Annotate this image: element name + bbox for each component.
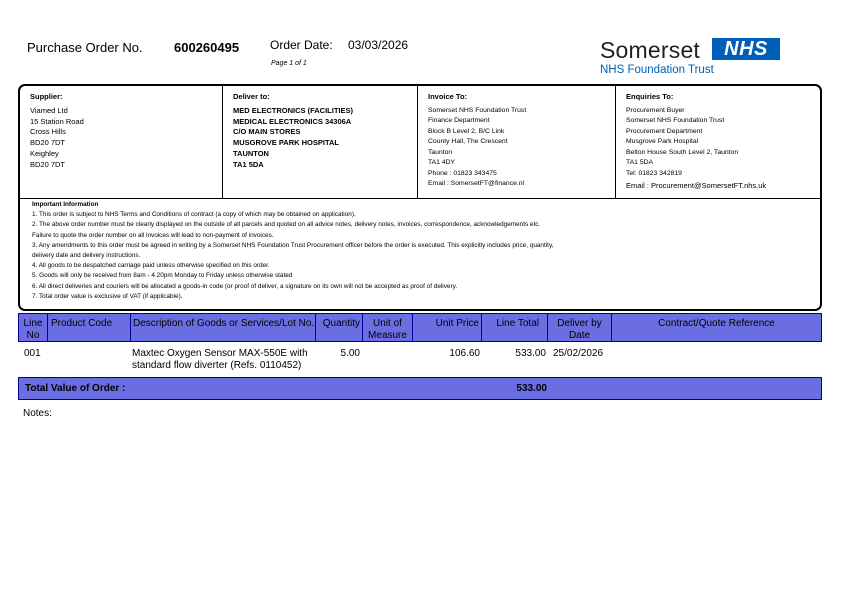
info-line: delivery date and delivery instructions. xyxy=(32,252,141,260)
enquiries-to-line: Procurement Buyer xyxy=(626,106,685,114)
important-information xyxy=(18,199,822,311)
deliver-to-line: C/O MAIN STORES xyxy=(233,127,301,137)
page-indicator: Page 1 of 1 xyxy=(271,60,307,67)
deliver-to-line: MED ELECTRONICS (FACILITIES) xyxy=(233,105,353,115)
info-line: 1. This order is subject to NHS Terms and Conditions of contract (a copy of which may be obtained on application). xyxy=(32,211,356,219)
address-panel xyxy=(18,84,822,199)
col-deliver-by: Deliver by Date xyxy=(548,314,612,341)
invoice-to-line: Somerset NHS Foundation Trust xyxy=(428,106,527,114)
deliver-to-label: Deliver to: xyxy=(233,92,270,101)
col-description: Description of Goods or Services/Lot No. xyxy=(131,314,316,341)
order-total-value: 533.00 xyxy=(516,383,547,394)
supplier-line: 15 Station Road xyxy=(30,116,84,126)
nhs-badge: NHS xyxy=(712,38,780,60)
enquiries-to-email: Email : Procurement@SomersetFT.nhs.uk xyxy=(626,181,767,190)
info-line: Failure to quote the order number on all invoices will lead to non-payment of invoices. xyxy=(32,231,274,239)
logo-trust-name: NHS Foundation Trust xyxy=(600,64,714,76)
table-row xyxy=(18,346,822,374)
supplier-line: BD20 7DT xyxy=(30,138,66,148)
enquiries-to-line: Musgrove Park Hospital xyxy=(626,138,699,145)
col-product-code: Product Code xyxy=(48,314,131,341)
supplier-label: Supplier: xyxy=(30,92,63,101)
supplier-line: Cross Hills xyxy=(30,127,66,137)
deliver-to-block xyxy=(223,86,418,198)
order-total-row xyxy=(18,377,822,400)
order-date: 03/03/2026 xyxy=(348,38,409,52)
supplier-line: Keighley xyxy=(30,148,59,158)
notes-label: Notes: xyxy=(23,408,52,419)
cell-line-total: 533.00 xyxy=(515,348,546,359)
order-total-label: Total Value of Order : xyxy=(25,383,126,394)
col-quantity: Quantity xyxy=(316,314,363,341)
info-line: 7. Total order value is exclusive of VAT (if applicable). xyxy=(32,292,183,300)
invoice-to-line: Finance Department xyxy=(428,117,490,124)
deliver-to-line: MEDICAL ELECTRONICS 34306A xyxy=(233,116,352,126)
po-number: 600260495 xyxy=(174,40,240,55)
cell-quantity: 5.00 xyxy=(340,348,360,359)
col-unit-of-measure: Unit of Measure xyxy=(363,314,413,341)
somerset-nhs-logo xyxy=(598,37,784,79)
order-date-label: Order Date: xyxy=(270,38,333,52)
items-table-header xyxy=(18,313,822,342)
invoice-to-line: Phone : 01823 343475 xyxy=(428,169,497,177)
deliver-to-line: MUSGROVE PARK HOSPITAL xyxy=(233,138,339,148)
cell-description: Maxtec Oxygen Sensor MAX-550E with standard flow diverter (Refs. 0110452) xyxy=(132,348,308,371)
col-line-no: Line No xyxy=(19,314,48,341)
invoice-to-block xyxy=(418,86,616,198)
info-line: 4. All goods to be despatched carriage paid unless otherwise specified on this order. xyxy=(32,262,270,270)
col-contract-ref: Contract/Quote Reference xyxy=(658,318,775,329)
invoice-to-line: Email : SomersetFT@finance.nl xyxy=(428,180,525,187)
cell-deliver-by: 25/02/2026 xyxy=(553,348,604,359)
enquiries-to-label: Enquiries To: xyxy=(626,92,674,101)
col-unit-price: Unit Price xyxy=(413,314,482,341)
enquiries-to-line: Tel: 01823 342819 xyxy=(626,169,682,177)
cell-unit-price: 106.60 xyxy=(449,348,480,359)
info-line: 6. All direct deliveries and couriers will be allocated a goods-in code (or proof of deliver, a signature on its own will not be accepted as proof of delivery. xyxy=(32,282,458,290)
logo-name: Somerset xyxy=(600,37,701,63)
supplier-line: BD20 7DT xyxy=(30,159,66,169)
invoice-to-line: County Hall, The Crescent xyxy=(428,138,508,145)
enquiries-to-line: TA1 5DA xyxy=(626,159,654,166)
enquiries-to-block xyxy=(616,86,822,198)
info-line: 3. Any amendments to this order must be agreed in writing by a Somerset NHS Foundation Trust Procurement officer before the order is executed. This explicitly includes price, quantity, xyxy=(32,241,554,249)
invoice-to-line: Taunton xyxy=(428,148,453,156)
important-info-label: Important Information xyxy=(32,201,99,208)
po-title: Purchase Order No. xyxy=(27,40,143,55)
invoice-to-line: TA1 4DY xyxy=(428,159,456,166)
deliver-to-line: TAUNTON xyxy=(233,148,269,158)
enquiries-to-line: Belton House South Level 2, Taunton xyxy=(626,148,739,156)
invoice-to-label: Invoice To: xyxy=(428,92,468,101)
invoice-to-line: Block B Level 2, B/C Link xyxy=(428,127,505,135)
enquiries-to-line: Somerset NHS Foundation Trust xyxy=(626,117,725,124)
cell-line-no: 001 xyxy=(24,348,41,359)
supplier-block xyxy=(20,86,223,198)
deliver-to-line: TA1 5DA xyxy=(233,159,264,169)
enquiries-to-line: Procurement Department xyxy=(626,127,703,135)
supplier-line: Viamed Ltd xyxy=(30,105,68,115)
info-line: 5. Goods will only be received from 8am - 4.20pm Monday to Friday unless otherwise stated xyxy=(32,272,293,280)
col-line-total: Line Total xyxy=(482,314,548,341)
info-line: 2. The above order number must be clearly displayed on the outside of all parcels and quoted on all advice notes, delivery notes, invoices, correspondence, acknowledgements etc. xyxy=(32,221,541,229)
